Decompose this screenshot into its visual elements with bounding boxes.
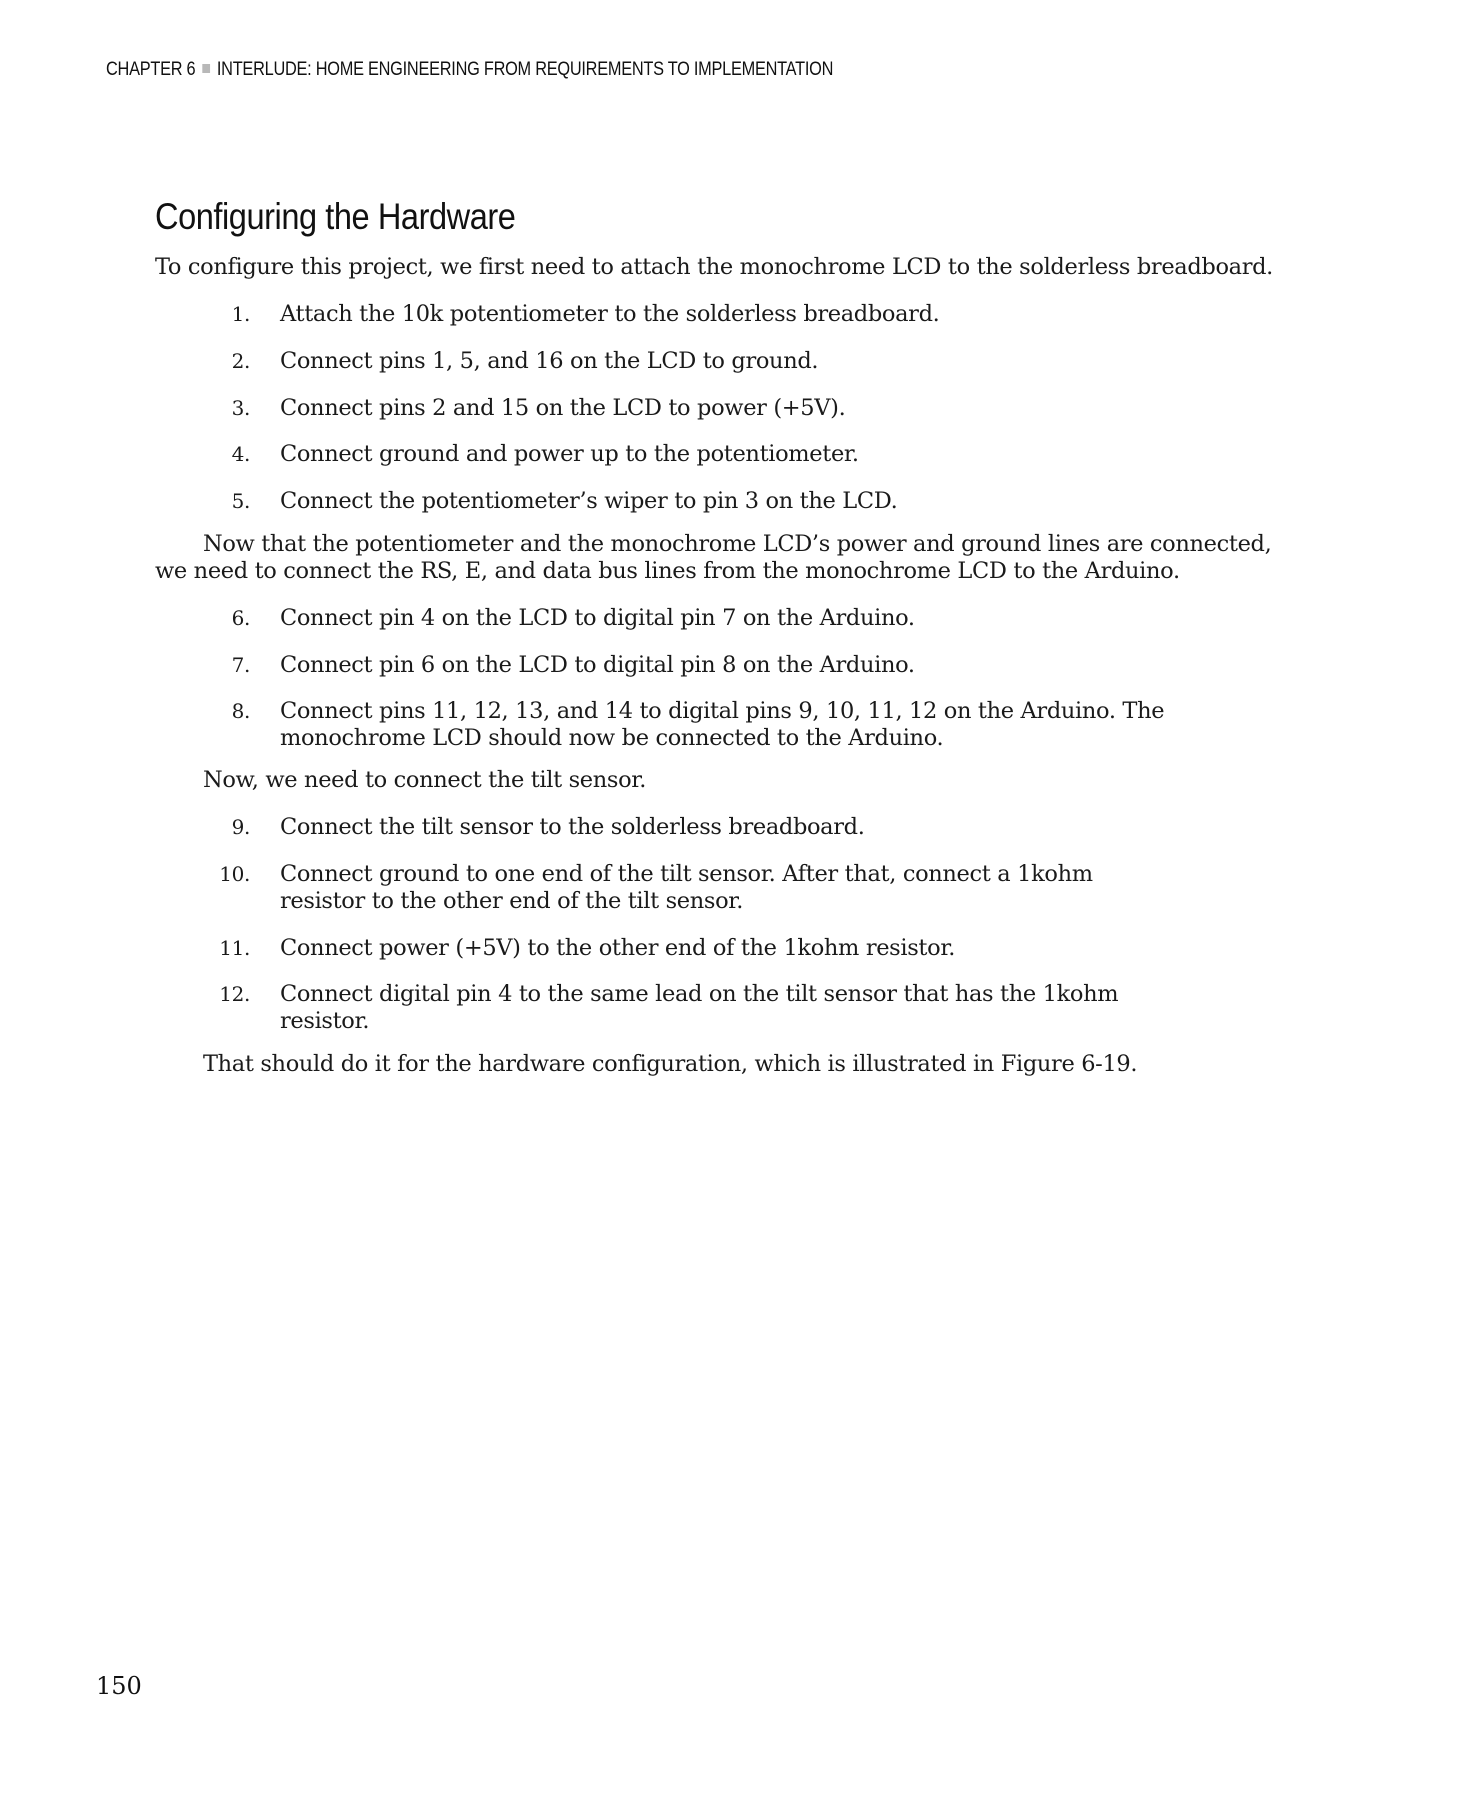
intro-paragraph: To configure this project, we first need to attach the monochrome LCD to the solderless breadboard.: [155, 254, 1273, 280]
list-item: [205, 814, 1165, 841]
step-number: 4.: [231, 442, 250, 466]
step-number: 7.: [231, 653, 250, 677]
section-title: Configuring the Hardware: [155, 196, 516, 237]
list-item: [205, 935, 1165, 962]
list-item: [205, 652, 1165, 679]
step-number: 5.: [231, 489, 250, 513]
step-text: Connect power (+5V) to the other end of the 1kohm resistor.: [280, 935, 956, 961]
list-item: [205, 981, 1165, 1035]
list-item: [205, 698, 1165, 752]
list-item: [205, 348, 1165, 375]
middle-paragraph: Now that the potentiometer and the monochrome LCD’s power and ground lines are connected, we need to connect the RS, E, and data bus lines from the monochrome LCD to the Arduino.: [155, 531, 1272, 584]
list-item: [205, 441, 1165, 468]
chapter-title: INTERLUDE: HOME ENGINEERING FROM REQUIREMENTS TO IMPLEMENTATION: [216, 59, 834, 80]
step-number: 9.: [231, 815, 250, 839]
list-item: [205, 395, 1165, 422]
step-number: 6.: [231, 606, 250, 630]
chapter-label: CHAPTER 6: [106, 59, 196, 80]
step-text: Connect the tilt sensor to the solderless breadboard.: [280, 814, 865, 840]
page-number: 150: [96, 1672, 142, 1700]
closing-paragraph: That should do it for the hardware configuration, which is illustrated in Figure 6-19.: [203, 1051, 1138, 1077]
step-number: 2.: [231, 349, 250, 373]
step-number: 10.: [219, 862, 250, 886]
list-item: [205, 861, 1165, 915]
step-text: Connect pin 6 on the LCD to digital pin 8 on the Arduino.: [280, 652, 915, 678]
step-text: Connect ground and power up to the potentiometer.: [280, 441, 859, 467]
step-text: Connect digital pin 4 to the same lead on the tilt sensor that has the 1kohm resistor.: [280, 981, 1119, 1034]
step-number: 3.: [231, 396, 250, 420]
step-number: 1.: [231, 302, 250, 326]
step-text: Connect pins 11, 12, 13, and 14 to digital pins 9, 10, 11, 12 on the Arduino. The monochrome LCD should now be connected to the Arduino.: [280, 698, 1165, 751]
step-number: 8.: [231, 699, 250, 723]
list-item: [205, 605, 1165, 632]
step-text: Connect pin 4 on the LCD to digital pin 7 on the Arduino.: [280, 605, 915, 631]
step-number: 11.: [219, 936, 250, 960]
step-text: Attach the 10k potentiometer to the solderless breadboard.: [280, 301, 940, 327]
step-text: Connect the potentiometer’s wiper to pin 3 on the LCD.: [280, 488, 898, 514]
list-item: [205, 301, 1165, 328]
step-text: Connect pins 2 and 15 on the LCD to power (+5V).: [280, 395, 846, 421]
separator-square-icon: [202, 64, 210, 73]
tilt-paragraph: Now, we need to connect the tilt sensor.: [203, 767, 647, 793]
running-head: [106, 59, 833, 81]
step-number: 12.: [219, 982, 250, 1006]
list-item: [205, 488, 1165, 515]
step-text: Connect pins 1, 5, and 16 on the LCD to ground.: [280, 348, 819, 374]
step-text: Connect ground to one end of the tilt sensor. After that, connect a 1kohm resistor to the other end of the tilt sensor.: [280, 861, 1093, 914]
